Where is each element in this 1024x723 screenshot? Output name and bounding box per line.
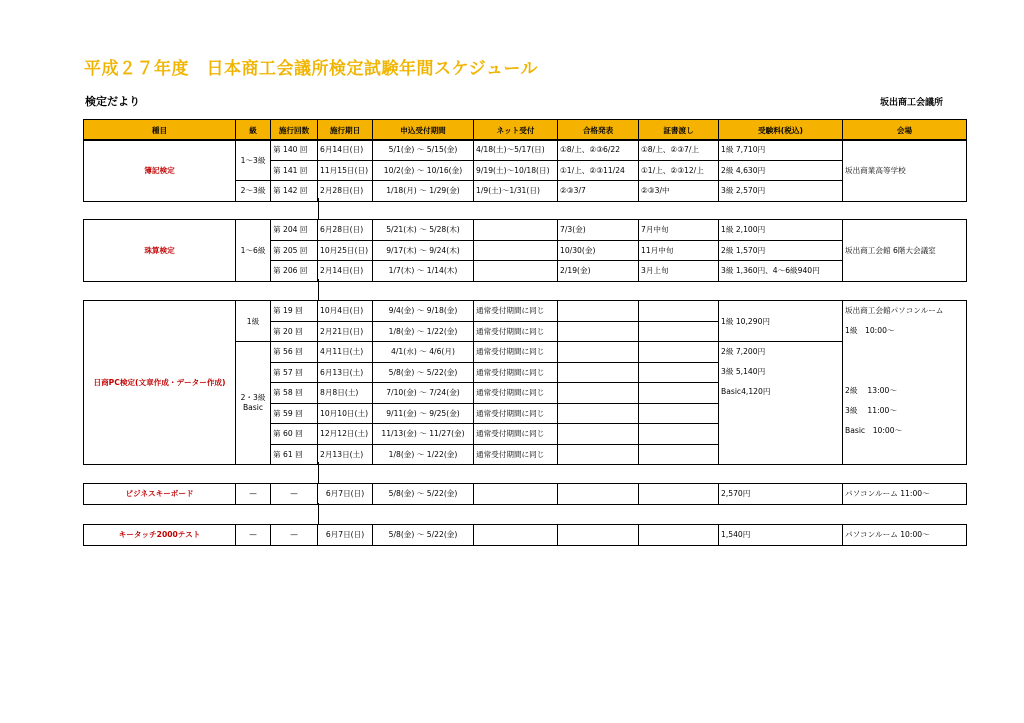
table-row [84,525,967,546]
cert-cell: ①8/上、②③7/上 [639,140,719,161]
header-cell: ネット受付 [474,120,558,141]
apply-cell: 9/17(木) 〜 9/24(木) [373,240,474,261]
fee-cell: 2級 1,570円 [719,240,843,261]
apply-cell: 1/18(月) 〜 1/29(金) [373,181,474,202]
venue-line: Basic 10:00〜 [845,426,903,435]
keytouch-table [83,524,967,546]
exam-name: ビジネスキーボード [84,484,236,505]
apply-cell: 1/8(金) 〜 1/22(金) [373,321,474,342]
round-cell: 第 142 回 [271,181,318,202]
table-row [84,220,967,241]
fee-cell: 1級 10,290円 [719,301,843,342]
round-cell: 第 56 回 [271,342,318,363]
apply-cell: 10/2(金) 〜 10/16(金) [373,160,474,181]
cert-cell [639,403,719,424]
venue-line: 3級 11:00〜 [845,406,897,415]
divider-line [318,279,319,300]
apply-cell: 5/8(金) 〜 5/22(金) [373,525,474,546]
round-cell: 第 20 回 [271,321,318,342]
grade-cell: 1〜6級 [236,220,271,282]
pass-cell [558,362,639,383]
round-cell: 第 19 回 [271,301,318,322]
organization-name: 坂出商工会議所 [880,98,944,108]
venue-line: 2級 13:00〜 [845,386,897,395]
page-title: 平成２７年度 日本商工会議所検定試験年間スケジュール [84,59,538,79]
round-cell: 第 60 回 [271,424,318,445]
venue-cell: 坂出商業高等学校 [843,140,967,202]
pass-cell: 10/30(金) [558,240,639,261]
fee-cell: 3級 2,570円 [719,181,843,202]
round-cell: — [271,525,318,546]
date-cell: 2月14日(日) [318,261,373,282]
cert-cell: 7月中旬 [639,220,719,241]
grade-cell: — [236,525,271,546]
section-subtitle: 検定だより [85,95,140,108]
venue-cell: 坂出商工会館 6階大会議室 [843,220,967,282]
venue-cell [843,301,967,465]
net-cell: 通常受付期間に同じ [474,362,558,383]
date-cell: 8月8日(土) [318,383,373,404]
venue-line: 坂出商工会館パソコンルーム [845,306,944,315]
venue-cell: パソコンルーム 10:00〜 [843,525,967,546]
header-cell: 種目 [84,120,236,141]
table-row [84,140,967,161]
pass-cell [558,403,639,424]
date-cell: 4月11日(土) [318,342,373,363]
date-cell: 10月4日(日) [318,301,373,322]
grade-cell: 1〜3級 [236,140,271,181]
exam-name: 珠算検定 [84,220,236,282]
round-cell: 第 205 回 [271,240,318,261]
fee-cell [719,342,843,465]
date-cell: 6月28日(日) [318,220,373,241]
apply-cell: 5/8(金) 〜 5/22(金) [373,362,474,383]
divider-line [318,503,319,524]
net-cell: 通常受付期間に同じ [474,444,558,465]
fee-cell: 2級 4,630円 [719,160,843,181]
round-cell: 第 61 回 [271,444,318,465]
cert-cell [639,444,719,465]
fee-line: 3級 5,140円 [721,367,766,376]
net-cell [474,220,558,241]
pass-cell: 7/3(金) [558,220,639,241]
net-cell: 通常受付期間に同じ [474,301,558,322]
header-cell: 施行期日 [318,120,373,141]
pass-cell: ①1/上、②③11/24 [558,160,639,181]
pass-cell: 2/19(金) [558,261,639,282]
venue-line: 1級 10:00〜 [845,326,895,335]
divider-line [318,462,319,483]
pass-cell [558,484,639,505]
round-cell: 第 204 回 [271,220,318,241]
date-cell: 11月15日(日) [318,160,373,181]
date-cell: 2月21日(日) [318,321,373,342]
fee-cell: 1級 2,100円 [719,220,843,241]
pass-cell [558,342,639,363]
net-cell: 通常受付期間に同じ [474,424,558,445]
pass-cell [558,301,639,322]
grade-cell: 2・3級 Basic [236,342,271,465]
divider-line [318,198,319,219]
round-cell: 第 57 回 [271,362,318,383]
round-cell: 第 58 回 [271,383,318,404]
apply-cell: 5/8(金) 〜 5/22(金) [373,484,474,505]
net-cell: 通常受付期間に同じ [474,383,558,404]
pass-cell: ①8/上、②③6/22 [558,140,639,161]
apply-cell: 5/1(金) 〜 5/15(金) [373,140,474,161]
header-cell: 申込受付期間 [373,120,474,141]
net-cell [474,484,558,505]
cert-cell: 11月中旬 [639,240,719,261]
net-cell: 4/18(土)〜5/17(日) [474,140,558,161]
cert-cell [639,525,719,546]
apply-cell: 5/21(木) 〜 5/28(木) [373,220,474,241]
cert-cell [639,362,719,383]
header-cell: 証書渡し [639,120,719,141]
apply-cell: 4/1(水) 〜 4/6(月) [373,342,474,363]
grade-cell: 2〜3級 [236,181,271,202]
net-cell [474,240,558,261]
fee-cell: 3級 1,360円、4〜6級940円 [719,261,843,282]
cert-cell [639,383,719,404]
round-cell: 第 141 回 [271,160,318,181]
round-cell: 第 206 回 [271,261,318,282]
fee-cell: 1,540円 [719,525,843,546]
table-row [84,484,967,505]
exam-name: 簿記検定 [84,140,236,202]
fee-line: Basic4,120円 [721,387,771,396]
header-cell: 受験料(税込) [719,120,843,141]
net-cell: 9/19(土)〜10/18(日) [474,160,558,181]
date-cell: 12月12日(土) [318,424,373,445]
exam-name: 日商PC検定(文章作成・データー作成) [84,301,236,465]
header-cell: 会場 [843,120,967,141]
schedule-header [83,119,967,141]
date-cell: 6月7日(日) [318,484,373,505]
apply-cell: 7/10(金) 〜 7/24(金) [373,383,474,404]
venue-cell: パソコンルーム 11:00〜 [843,484,967,505]
fee-line: 2級 7,200円 [721,347,766,356]
apply-cell: 1/8(金) 〜 1/22(金) [373,444,474,465]
fee-cell: 1級 7,710円 [719,140,843,161]
exam-name: キータッチ2000テスト [84,525,236,546]
header-cell: 級 [236,120,271,141]
net-cell: 通常受付期間に同じ [474,342,558,363]
header-cell: 施行回数 [271,120,318,141]
apply-cell: 1/7(木) 〜 1/14(木) [373,261,474,282]
apply-cell: 9/11(金) 〜 9/25(金) [373,403,474,424]
pass-cell [558,444,639,465]
pass-cell [558,383,639,404]
cert-cell [639,321,719,342]
date-cell: 6月7日(日) [318,525,373,546]
pass-cell [558,525,639,546]
table-row [84,301,967,322]
cert-cell: 3月上旬 [639,261,719,282]
pass-cell [558,321,639,342]
pass-cell: ②③3/7 [558,181,639,202]
pc-table [83,300,967,465]
header-cell: 合格発表 [558,120,639,141]
apply-cell: 11/13(金) 〜 11/27(金) [373,424,474,445]
cert-cell [639,301,719,322]
grade-cell: — [236,484,271,505]
net-cell [474,261,558,282]
cert-cell [639,484,719,505]
net-cell [474,525,558,546]
boki-table [83,139,967,202]
date-cell: 6月13日(土) [318,362,373,383]
cert-cell [639,424,719,445]
net-cell: 通常受付期間に同じ [474,321,558,342]
cert-cell: ②③3/中 [639,181,719,202]
date-cell: 2月28日(日) [318,181,373,202]
cert-cell: ①1/上、②③12/上 [639,160,719,181]
fee-cell: 2,570円 [719,484,843,505]
date-cell: 2月13日(土) [318,444,373,465]
cert-cell [639,342,719,363]
date-cell: 10月25日(日) [318,240,373,261]
grade-cell: 1級 [236,301,271,342]
pass-cell [558,424,639,445]
apply-cell: 9/4(金) 〜 9/18(金) [373,301,474,322]
date-cell: 6月14日(日) [318,140,373,161]
round-cell: 第 59 回 [271,403,318,424]
round-cell: 第 140 回 [271,140,318,161]
shuzan-table [83,219,967,282]
date-cell: 10月10日(土) [318,403,373,424]
round-cell: — [271,484,318,505]
keyboard-table [83,483,967,505]
net-cell: 1/9(土)〜1/31(日) [474,181,558,202]
net-cell: 通常受付期間に同じ [474,403,558,424]
